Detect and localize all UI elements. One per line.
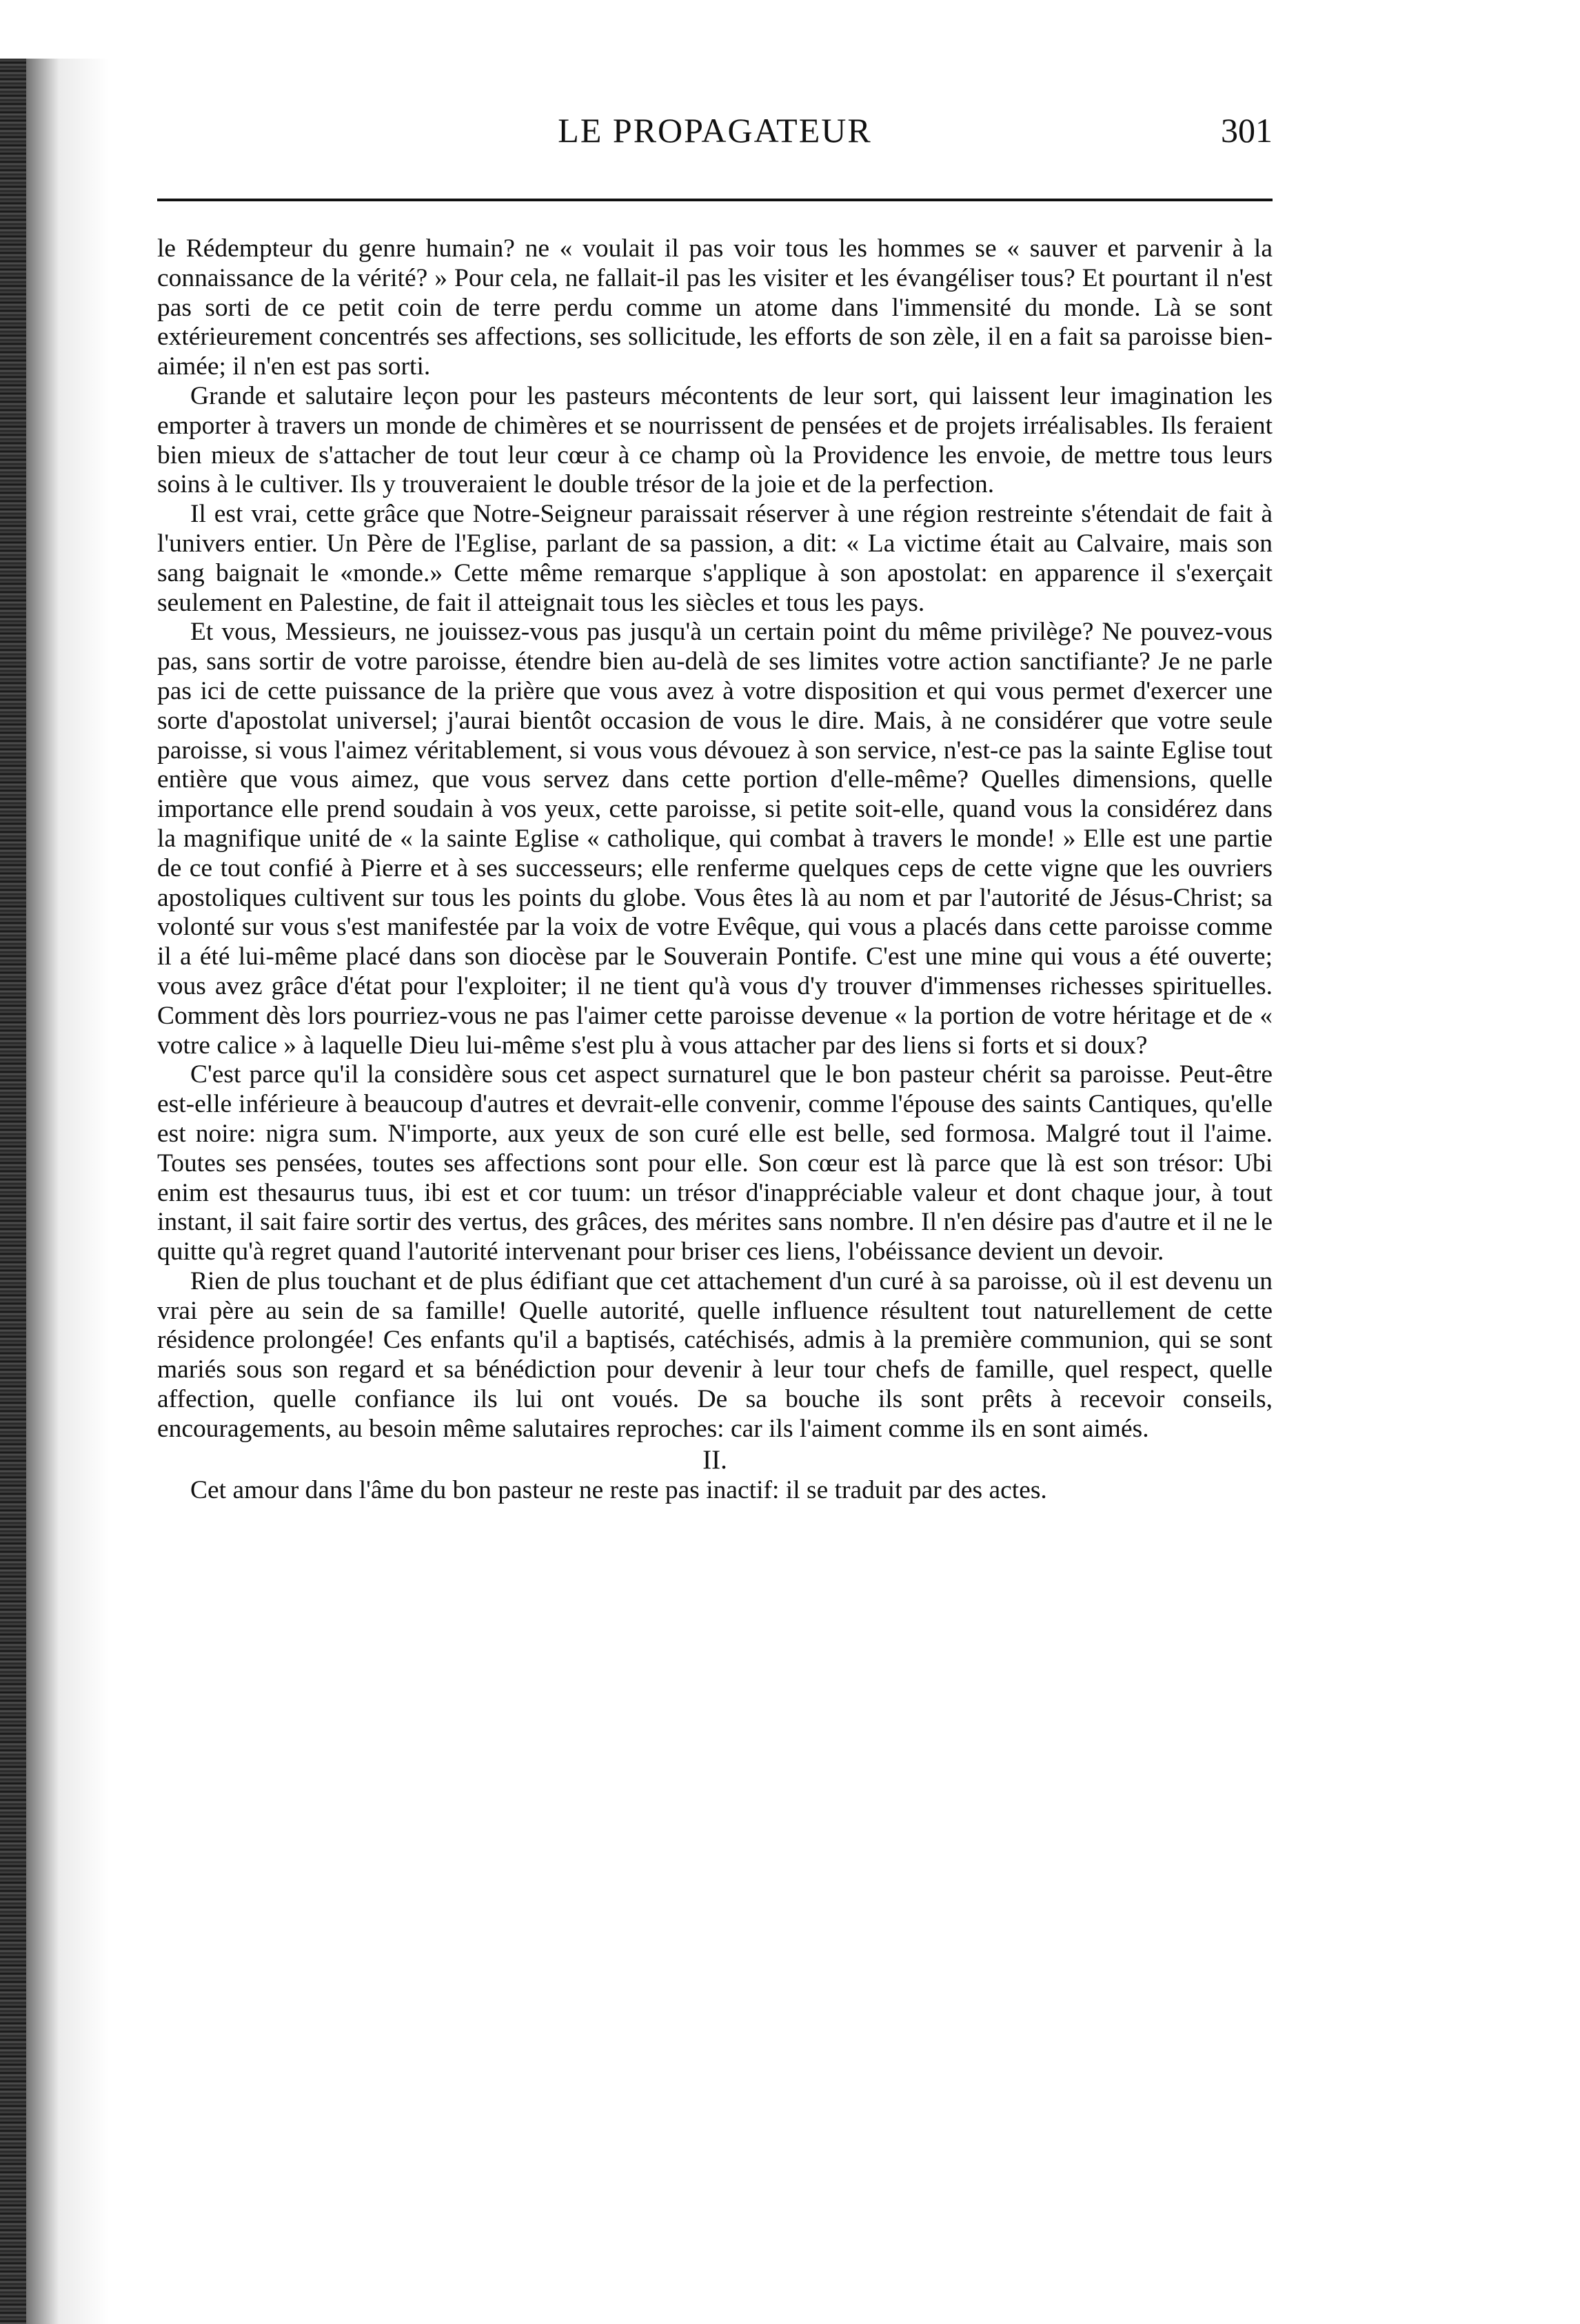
closing-paragraph: Cet amour dans l'âme du bon pasteur ne reste pas inactif: il se traduit par des actes. [190,1476,1047,1505]
paragraph: Et vous, Messieurs, ne jouissez-vous pas jusqu'à un certain point du même privilège? Ne pouvez-vous pas, sans sortir de votre paroisse, étendre bien au-delà de ses limites votre action sanctifiante? Je ne parle pas ici de cette puissance de la prière que vous avez à votre disposition et qui vous permet d'exercer une sorte d'apostolat universel; j'aurai bientôt occasion de vous le dire. Mais, à ne considérer que votre seule paroisse, si vous l'aimez véritablement, si vous vous dévouez à son service, n'est-ce pas la sainte Eglise tout entière que vous aimez, que vous servez dans cette portion d'elle-même? Quelles dimensions, quelle importance elle prend soudain à vos yeux, cette paroisse, si petite soit-elle, quand vous la considérez dans la magnifique unité de « la sainte Eglise « catholique, qui combat à travers le monde! » Elle est une partie de ce tout confié à Pierre et à ses successeurs; elle renferme quelques ceps de cette vigne que les ouvriers apostoliques cultivent sur tous les points du globe. Vous êtes là au nom et par l'autorité de Jésus-Christ; sa volonté sur vous s'est manifestée par la voix de votre Evêque, qui vous a placés dans cette paroisse comme il a été lui-même placé dans son diocèse par le Souverain Pontife. C'est une mine qui vous a été ouverte; vous avez grâce d'état pour l'exploiter; il ne tient qu'à vous d'y trouver d'immenses richesses spirituelles. Comment dès lors pourriez-vous ne pas l'aimer cette paroisse devenue « la portion de votre héritage et de « votre calice » à laquelle Dieu lui-même s'est plu à vous attacher par des liens si forts et si doux? [157,618,1273,1060]
section-heading: II. [702,1444,727,1475]
header-rule [157,199,1273,201]
paragraph: Grande et salutaire leçon pour les pasteurs mécontents de leur sort, qui laissent leur imagination les emporter à travers un monde de chimères et se nourrissent de pensées et de projets irréalisables. Ils feraient bien mieux de s'attacher de tout leur cœur à ce champ où la Providence les envoie, de mettre tous leurs soins à le cultiver. Ils y trouveraient le double trésor de la joie et de la perfection. [157,381,1273,499]
running-header [157,110,1273,159]
body-text [157,234,1273,1506]
paragraph: C'est parce qu'il la considère sous cet aspect surnaturel que le bon pasteur chérit sa paroisse. Peut-être est-elle inférieure à beaucoup d'autres et devrait-elle convenir, comme l'épouse des saints Cantiques, qu'elle est noire: nigra sum. N'importe, aux yeux de son curé elle est belle, sed formosa. Malgré tout il l'aime. Toutes ses pensées, toutes ses affections sont pour elle. Son cœur est là parce que là est son trésor: Ubi enim est thesaurus tuus, ibi est et cor tuum: un trésor d'inappréciable valeur et dont chaque jour, à tout instant, il sait faire sortir des vertus, des grâces, des mérites sans nombre. Il n'en désire pas d'autre et il ne le quitte qu'à regret quand l'autorité intervenant pour briser ces liens, l'obéissance devient un devoir. [157,1060,1273,1266]
paragraph: Il est vrai, cette grâce que Notre-Seigneur paraissait réserver à une région restreinte s'étendait de fait à l'univers entier. Un Père de l'Eglise, parlant de sa passion, a dit: « La victime était au Calvaire, mais son sang baignait le «monde.» Cette même remarque s'applique à son apostolat: en apparence il s'exerçait seulement en Palestine, de fait il atteignait tous les siècles et tous les pays. [157,500,1273,617]
binding-edge [0,59,26,2324]
page-number: 301 [1221,111,1273,150]
running-title: LE PROPAGATEUR [558,111,872,150]
paragraph: le Rédempteur du genre humain? ne « voulait il pas voir tous les hommes se « sauver et parvenir à la connaissance de la vérité? » Pour cela, ne fallait-il pas les visiter et les évangéliser tous? Et pourtant il n'est pas sorti de ce petit coin de terre perdu comme un atome dans l'immensité du monde. Là se sont extérieurement concentrés ses affections, ses sollicitude, les efforts de son zèle, il en a fait sa paroisse bien-aimée; il n'en est pas sorti. [157,234,1273,381]
paragraph: Rien de plus touchant et de plus édifiant que cet attachement d'un curé à sa paroisse, où il est devenu un vrai père au sein de sa famille! Quelle autorité, quelle influence résultent tout naturellement de cette résidence prolongée! Ces enfants qu'il a baptisés, catéchisés, admis à la première communion, qui se sont mariés sous son regard et sa bénédiction pour devenir à leur tour chefs de famille, quel respect, quelle affection, quelle confiance ils lui ont voués. De sa bouche ils sont prêts à recevoir conseils, encouragements, au besoin même salutaires reproches: car ils l'aiment comme ils en sont aimés. [157,1266,1273,1443]
